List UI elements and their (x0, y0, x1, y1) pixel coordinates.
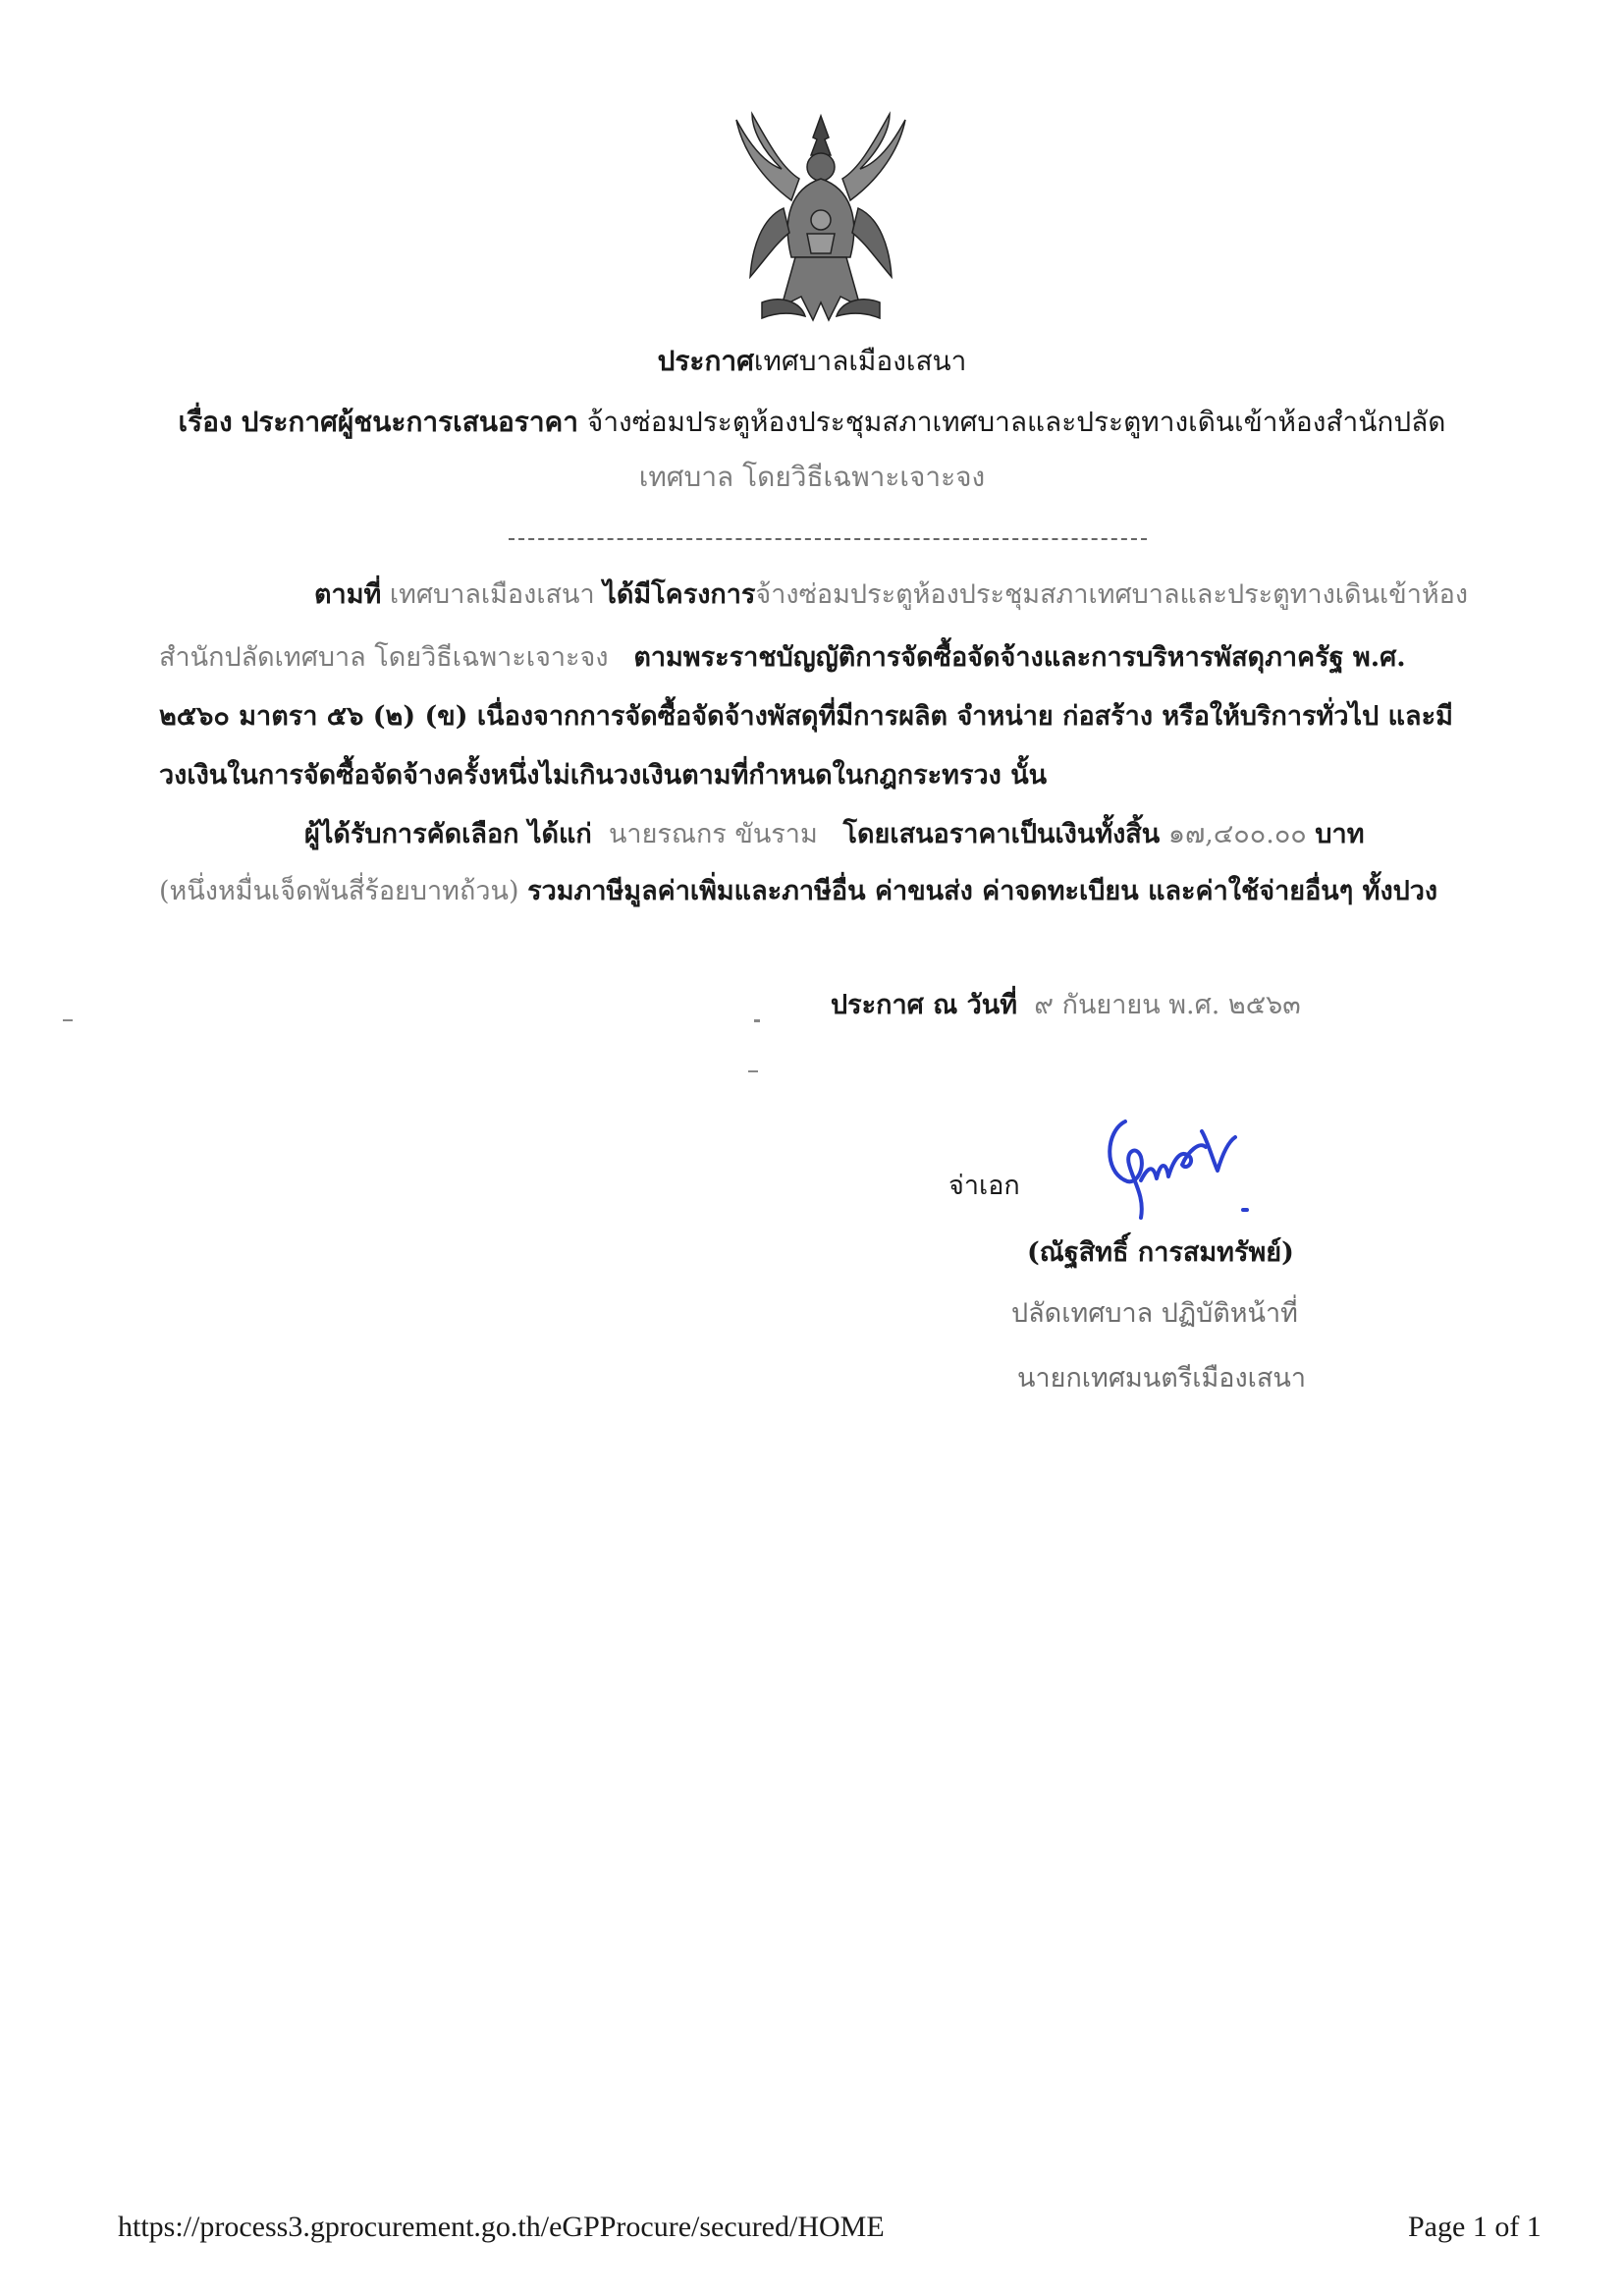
paragraph-1-line-3: ๒๕๖๐ มาตรา ๕๖ (๒) (ข) เนื่องจากการจัดซื้อจัดจ้างพัสดุที่มีการผลิต จำหน่าย ก่อสร้าง หรือให้บริการทั่วไป และมี (159, 701, 1453, 732)
subject-line: เรื่อง ประกาศผู้ชนะการเสนอราคา จ้างซ่อมประตูห้องประชุมสภาเทศบาลและประตูทางเดินเข้าห้องสำนักปลัด (178, 406, 1446, 438)
garuda-emblem (723, 110, 919, 328)
paragraph-1-line-2: สำนักปลัดเทศบาล โดยวิธีเฉพาะเจาะจง ตามพระราชบัญญัติการจัดซื้อจัดจ้างและการบริหารพัสดุภาครัฐ พ.ศ. (159, 642, 1406, 673)
signatory-name: (ณัฐสิทธิ์ การสมทรัพย์) (1027, 1237, 1294, 1268)
scan-speck (63, 1019, 73, 1021)
paragraph-2-line-1: ผู้ได้รับการคัดเลือก ได้แก่ นายรณกร ขันราม โดยเสนอราคาเป็นเงินทั้งสิ้น ๑๗,๔๐๐.๐๐ บาท (304, 819, 1365, 849)
paragraph-2-line-2: (หนึ่งหมื่นเจ็ดพันสี่ร้อยบาทถ้วน) รวมภาษีมูลค่าเพิ่มและภาษีอื่น ค่าขนส่ง ค่าจดทะเบียน และค่าใช้จ่ายอื่นๆ ทั้งปวง (159, 876, 1438, 906)
page-number: Page 1 of 1 (1408, 2211, 1542, 2243)
signatory-rank: จ่าเอก (948, 1171, 1020, 1201)
subject-line-2: เทศบาล โดยวิธีเฉพาะเจาะจง (638, 461, 986, 493)
divider (509, 538, 1147, 540)
scan-speck (748, 1070, 758, 1072)
source-url[interactable]: https://process3.gprocurement.go.th/eGPProcure/secured/HOME (118, 2211, 885, 2243)
signatory-position-2: นายกเทศมนตรีเมืองเสนา (1017, 1363, 1306, 1394)
signature (1086, 1102, 1282, 1220)
announcement-date: ประกาศ ณ วันที่ ๙ กันยายน พ.ศ. ๒๕๖๓ (831, 990, 1301, 1020)
signatory-position-1: ปลัดเทศบาล ปฏิบัติหน้าที่ (1011, 1298, 1298, 1329)
paragraph-1-line-4: วงเงินในการจัดซื้อจัดจ้างครั้งหนึ่งไม่เกินวงเงินตามที่กำหนดในกฎกระทรวง นั้น (159, 760, 1048, 791)
scan-speck (754, 1019, 760, 1022)
paragraph-1-line-1: ตามที่ เทศบาลเมืองเสนา ได้มีโครงการจ้างซ่อมประตูห้องประชุมสภาเทศบาลและประตูทางเดินเข้าห้อง (314, 579, 1469, 610)
announcement-title: ประกาศเทศบาลเมืองเสนา (657, 345, 967, 377)
